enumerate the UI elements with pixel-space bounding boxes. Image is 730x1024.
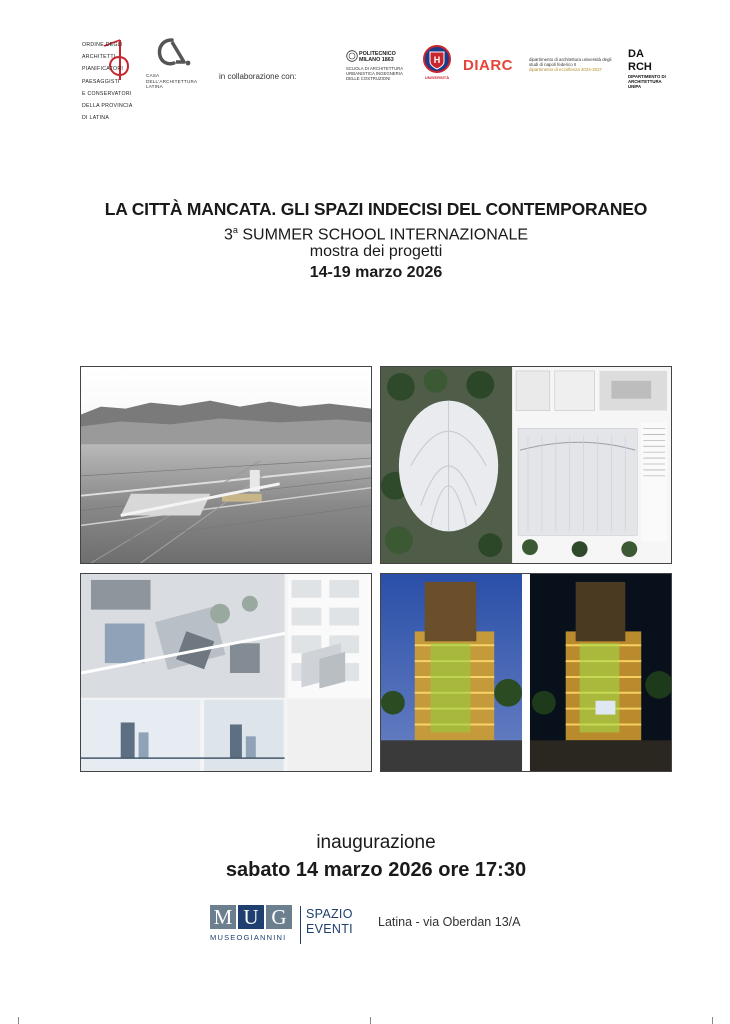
polimi-seal-icon [346,50,358,62]
mug-letters [210,905,294,929]
crop-mark [18,1017,19,1024]
exhibition-title: LA CITTÀ MANCATA. GLI SPAZI INDECISI DEL CONTEMPORANEO [104,199,648,219]
darch-logo [628,46,672,91]
crop-mark [712,1017,713,1024]
ordine-architetti-logo [82,36,142,122]
university-shield-logo [420,44,450,86]
svg-text:H: H [433,55,441,65]
university-caption: UNIVERSITÀ [424,75,450,80]
museum-name: MUSEOGIANNINI [210,933,287,942]
inauguration-block [0,830,730,884]
svg-text:DA: DA [628,48,644,60]
polimi-caption: SCUOLA DI ARCHITETTURA URBANISTICA INGEGNERIA DELLE COSTRUZIONI [346,66,403,82]
summer-school-subtitle: 3$^a$ SUMMER SCHOOL INTERNAZIONALE [223,225,529,244]
polimi-name: POLITECNICO MILANO 1863 [359,51,396,63]
exhibition-dates: 14-19 marzo 2026 [309,264,443,281]
pavilion-project-board [380,366,672,564]
shield-icon [422,44,452,74]
ordine-text: ORDINE DEGLI ARCHITETTI PIANIFICATORI PAESAGGISTI E CONSERVATORI DELLA PROVINCIA DI LATINA [82,42,133,122]
exhibition-subtitle: mostra dei progetti [309,243,443,260]
svg-text:RCH: RCH [628,61,652,73]
crop-mark [370,1017,371,1024]
venue-address: Latina - via Oberdan 13/A [378,915,521,929]
darch-caption: DIPARTIMENTO DI ARCHITETTURA UNIPA [628,74,666,89]
inauguration-label: inaugurazione [316,832,436,853]
aerial-landscape-render [80,366,372,564]
casa-caption: CASA DELL'ARCHITETTURA LATINA [146,73,197,90]
darch-mark-icon [628,46,658,76]
diarc-caption: dipartimento di architettura università degli studi di napoli federico II dipartimento di eccellenza 2023-2027 [529,57,612,73]
mug-letter: G [266,905,292,929]
spazio-eventi-label: SPAZIO EVENTI [306,907,353,936]
casa-mark-icon [152,36,194,70]
diarc-wordmark: DIARC [463,57,513,74]
mug-letter: U [238,905,264,929]
urban-analysis-board [80,573,372,772]
diarc-logo [463,52,613,82]
inauguration-datetime: sabato 14 marzo 2026 ore 17:30 [225,859,527,881]
venue-divider [300,906,301,944]
tower-night-renders [380,573,672,772]
mug-museum-logo [210,905,296,945]
politecnico-milano-logo [346,48,406,88]
title-block [0,198,730,284]
mug-letter: M [210,905,236,929]
collaboration-label: in collaborazione con: [219,72,297,81]
casa-architettura-logo [146,36,202,90]
